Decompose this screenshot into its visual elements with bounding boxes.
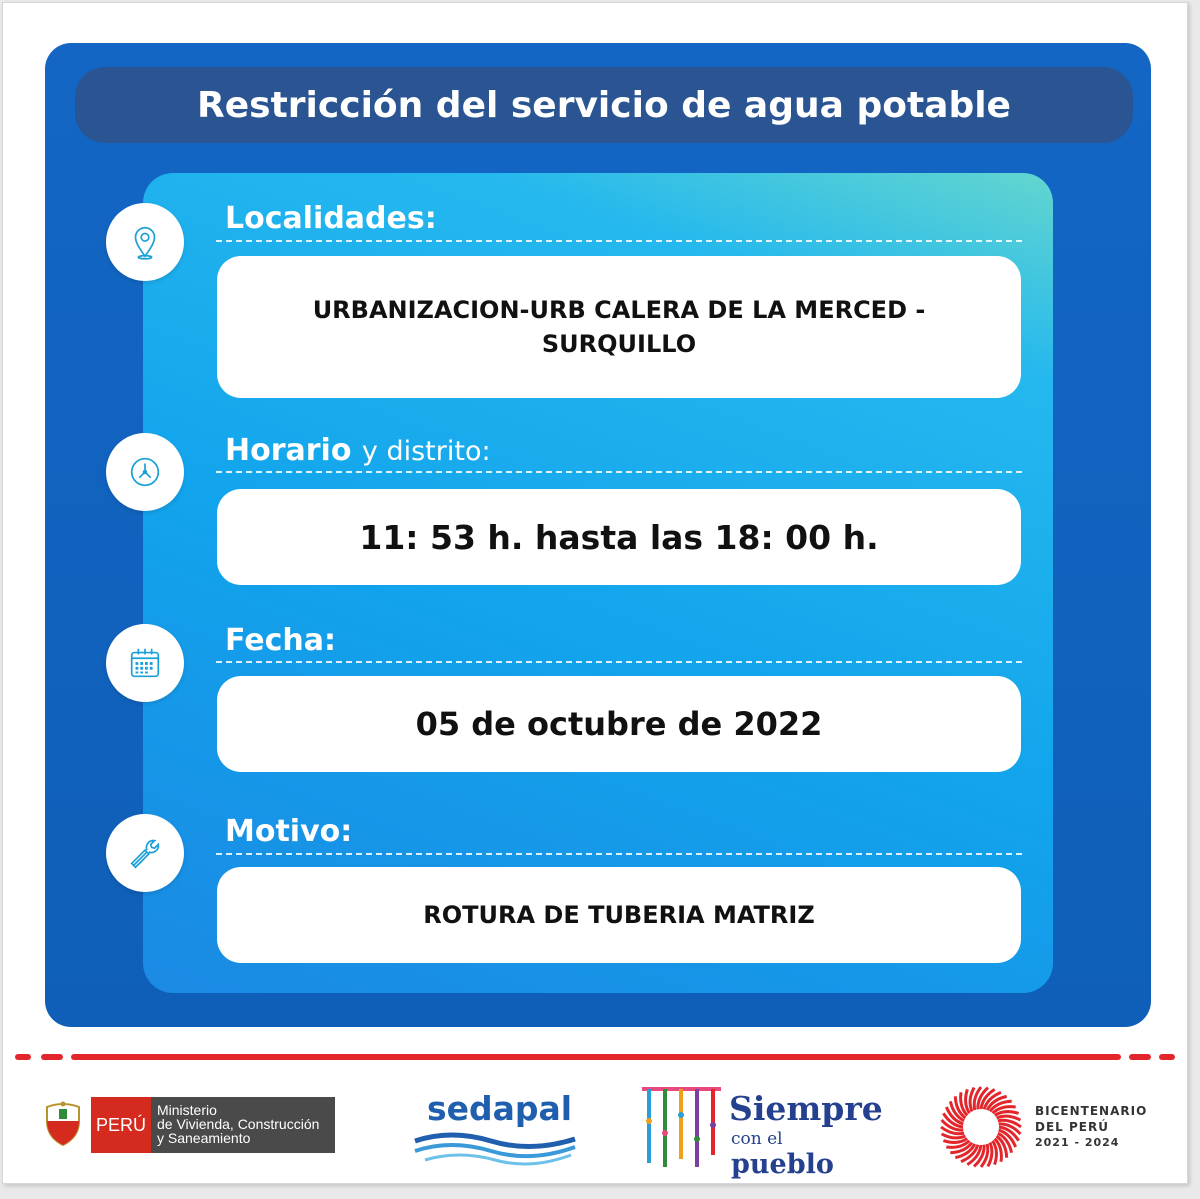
value-box-horario <box>217 489 1021 585</box>
section-label-horario: Horario y distrito: <box>225 433 491 468</box>
localidades-line-2: SURQUILLO <box>541 330 697 358</box>
wrench-icon <box>106 814 184 892</box>
peru-coat-of-arms-icon <box>41 1101 85 1149</box>
section-label-localidades: Localidades: <box>225 201 437 236</box>
calendar-icon <box>106 624 184 702</box>
ministry-line-1: Ministerio <box>157 1102 217 1118</box>
divider-horario <box>216 471 1022 473</box>
peru-label: PERÚ <box>95 1114 146 1135</box>
divider-fecha <box>216 661 1022 663</box>
clock-icon <box>106 433 184 511</box>
poster-frame <box>2 2 1188 1184</box>
divider-motivo <box>216 853 1022 855</box>
bicentenario-sunburst-icon <box>937 1083 1025 1171</box>
motivo-value: ROTURA DE TUBERIA MATRIZ <box>423 901 815 929</box>
localidades-line-1: URBANIZACION-URB CALERA DE LA MERCED - <box>312 296 926 324</box>
title-bar <box>75 67 1133 143</box>
siempre-con-el-pueblo-logo <box>639 1081 883 1180</box>
location-pin-icon <box>106 203 184 281</box>
bicentenario-text <box>1035 1103 1147 1151</box>
woven-threads-icon <box>639 1081 725 1171</box>
ministry-name-box <box>151 1097 335 1153</box>
horario-value: 11: 53 h. hasta las 18: 00 h. <box>359 517 879 557</box>
ministry-line-3: y Saneamiento <box>157 1130 251 1146</box>
pueblo-word: pueblo <box>731 1149 834 1180</box>
value-box-motivo <box>217 867 1021 963</box>
footer-divider-left-dash <box>15 1054 31 1060</box>
section-label-motivo: Motivo: <box>225 814 353 849</box>
footer-divider-line <box>71 1054 1121 1060</box>
section-label-fecha: Fecha: <box>225 623 337 658</box>
bicentenario-logo <box>937 1081 1167 1173</box>
footer-divider-right-dash <box>1129 1054 1151 1060</box>
value-box-localidades <box>217 256 1021 398</box>
ministry-line-2: de Vivienda, Construcción <box>157 1116 320 1132</box>
sedapal-wordmark: sedapal <box>427 1089 573 1128</box>
footer-divider-left-dash-2 <box>41 1054 63 1060</box>
page-title: Restricción del servicio de agua potable <box>197 84 1011 126</box>
sedapal-logo <box>411 1081 581 1173</box>
ministry-logo <box>41 1081 341 1173</box>
con-el-pueblo <box>731 1129 879 1180</box>
sedapal-waves-icon <box>411 1131 581 1167</box>
divider-localidades <box>216 240 1022 242</box>
bicentenario-line-1: BICENTENARIO <box>1035 1104 1148 1118</box>
bicentenario-line-3: 2021 - 2024 <box>1035 1136 1120 1149</box>
section-label-horario-small: y distrito: <box>361 436 491 467</box>
con-el-word: con el <box>731 1129 783 1149</box>
value-box-fecha <box>217 676 1021 772</box>
footer-divider-right-dash-2 <box>1159 1054 1175 1060</box>
peru-badge <box>91 1097 151 1153</box>
fecha-value: 05 de octubre de 2022 <box>415 705 823 743</box>
siempre-word: Siempre <box>729 1089 883 1128</box>
bicentenario-line-2: DEL PERÚ <box>1035 1120 1109 1134</box>
